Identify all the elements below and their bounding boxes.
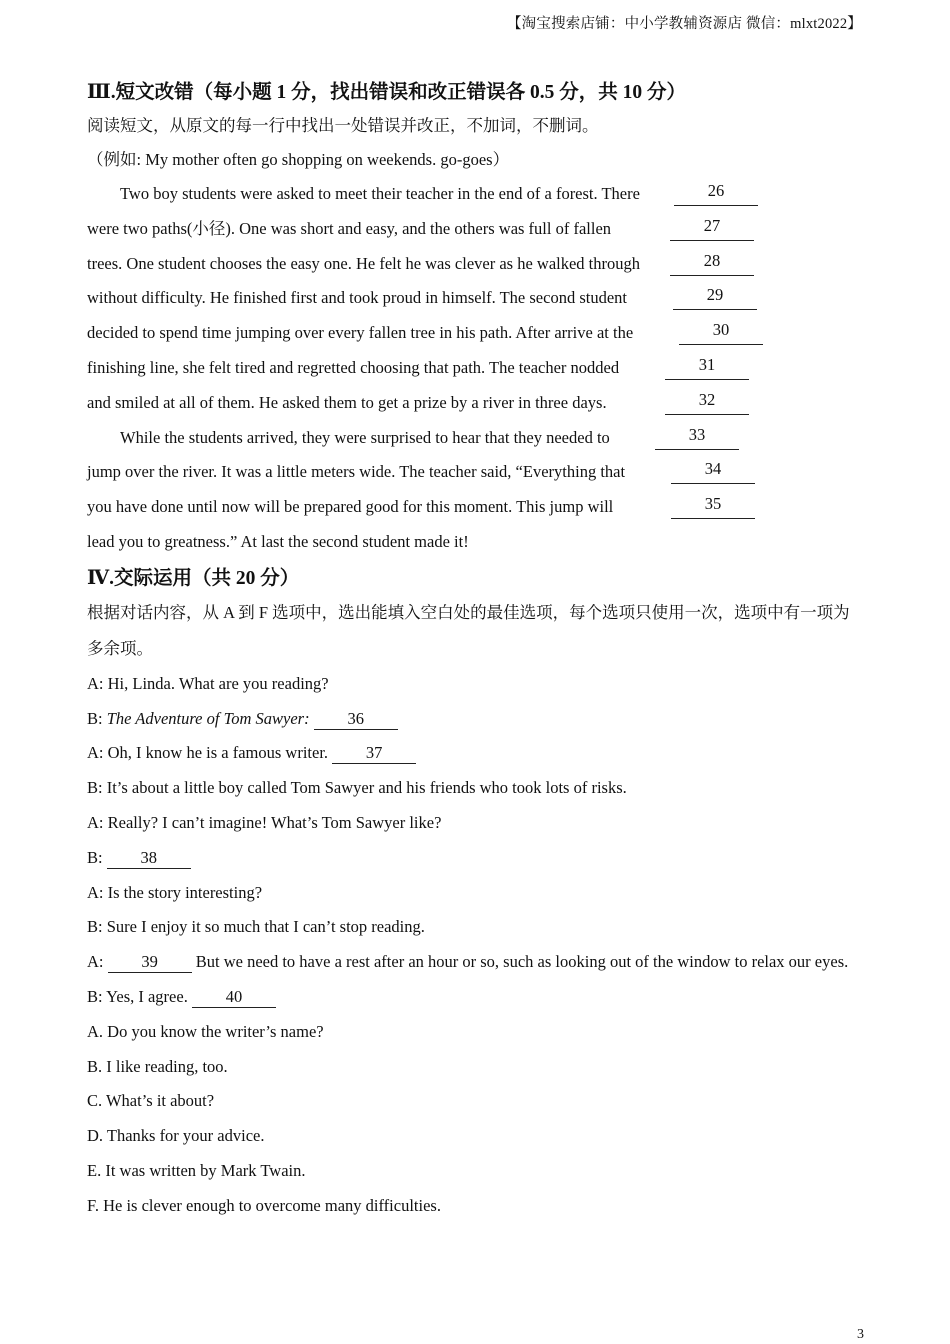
passage-line	[87, 177, 867, 212]
passage-line-text: were two paths(小径). One was short and easy, and the others was full of fallen	[87, 218, 612, 238]
option-b: B. I like reading, too.	[87, 1056, 228, 1076]
passage-line	[87, 421, 867, 456]
option-e: E. It was written by Mark Twain.	[87, 1160, 306, 1180]
answer-blank-30[interactable]: 30	[679, 316, 763, 345]
passage-line	[87, 525, 867, 560]
passage-line	[87, 212, 867, 247]
answer-blank-37[interactable]: 37	[332, 743, 416, 764]
answer-blank-36[interactable]: 36	[314, 709, 398, 730]
passage-line	[87, 351, 867, 386]
section4-instruction-line2: 多余项。	[87, 638, 153, 658]
dialogue-line	[87, 702, 867, 737]
book-title: The Adventure of Tom Sawyer:	[106, 708, 310, 728]
passage-line	[87, 455, 867, 490]
answer-blank-31[interactable]: 31	[665, 351, 749, 380]
answer-blank-32[interactable]: 32	[665, 386, 749, 415]
dialogue-line	[87, 736, 867, 771]
passage-line-text: and smiled at all of them. He asked them to get a prize by a river in three days.	[87, 392, 607, 412]
error-correction-passage	[87, 177, 867, 560]
dialogue	[87, 667, 867, 1015]
answer-blank-28[interactable]: 28	[670, 247, 754, 276]
answer-blank-34[interactable]: 34	[671, 455, 755, 484]
answer-blank-27[interactable]: 27	[670, 212, 754, 241]
passage-line-text: While the students arrived, they were surprised to hear that they needed to	[120, 427, 610, 447]
section3-title: Ⅲ.短文改错（每小题 1 分，找出错误和改正错误各 0.5 分，共 10 分）	[87, 82, 686, 103]
passage-line	[87, 316, 867, 351]
passage-line-text: without difficulty. He finished first and took proud in himself. The second student	[87, 288, 627, 308]
passage-line-text: Two boy students were asked to meet their teacher in the end of a forest. There	[120, 184, 640, 203]
dialogue-line	[87, 980, 867, 1015]
answer-blank-39[interactable]: 39	[108, 952, 192, 973]
dialogue-speaker: B:	[87, 708, 107, 728]
dialogue-speaker: B:	[87, 847, 103, 867]
passage-line-text: you have done until now will be prepared good for this moment. This jump will	[87, 497, 614, 517]
passage-line	[87, 281, 867, 316]
dialogue-line: A: Hi, Linda. What are you reading?	[87, 673, 329, 693]
passage-line-text: lead you to greatness.” At last the second student made it!	[87, 531, 469, 551]
section4-instruction	[87, 595, 867, 667]
answer-blank-40[interactable]: 40	[192, 987, 276, 1008]
dialogue-line	[87, 841, 867, 876]
passage-line	[87, 386, 867, 421]
page-content	[87, 76, 867, 1224]
dialogue-line: B: Sure I enjoy it so much that I can’t stop reading.	[87, 917, 425, 937]
passage-line-text: trees. One student chooses the easy one. He felt he was clever as he walked through	[87, 253, 641, 273]
section4-title: Ⅳ.交际运用（共 20 分）	[87, 567, 300, 589]
passage-line-text: jump over the river. It was a little meters wide. The teacher said, “Everything that	[87, 462, 626, 482]
dialogue-line: B: It’s about a little boy called Tom Sawyer and his friends who took lots of risks.	[87, 778, 627, 798]
answer-blank-26[interactable]: 26	[674, 177, 758, 206]
header-note: 【淘宝搜索店铺：中小学教辅资源店 微信：mlxt2022】	[506, 16, 862, 32]
answer-blank-38[interactable]: 38	[107, 848, 191, 869]
page-number: 3	[857, 1327, 864, 1342]
dialogue-line: A: Really? I can’t imagine! What’s Tom Sawyer like?	[87, 812, 442, 832]
passage-line	[87, 247, 867, 282]
answer-blank-35[interactable]: 35	[671, 490, 755, 519]
passage-line-text: decided to spend time jumping over every fallen tree in his path. After arrive at the	[87, 323, 634, 343]
answer-blank-33[interactable]: 33	[655, 421, 739, 450]
option-c: C. What’s it about?	[87, 1091, 215, 1111]
option-f: F. He is clever enough to overcome many difficulties.	[87, 1195, 441, 1215]
section3-example: （例如: My mother often go shopping on weekends. go-goes）	[87, 150, 510, 169]
options-list	[87, 1015, 867, 1224]
option-d: D. Thanks for your advice.	[87, 1126, 265, 1146]
answer-blank-29[interactable]: 29	[673, 281, 757, 310]
dialogue-text: B: Yes, I agree.	[87, 986, 188, 1006]
dialogue-text: But we need to have a rest after an hour or so, such as looking out of the window to relax our eyes.	[195, 952, 849, 972]
passage-line-text: finishing line, she felt tired and regretted choosing that path. The teacher nodded	[87, 357, 620, 377]
dialogue-speaker: A:	[87, 952, 104, 972]
section4-instruction-line1: 根据对话内容，从 A 到 F 选项中，选出能填入空白处的最佳选项，每个选项只使用一次，选项中有一项为	[87, 602, 850, 622]
dialogue-text: A: Oh, I know he is a famous writer.	[87, 743, 329, 763]
section3-instruction: 阅读短文，从原文的每一行中找出一处错误并改正，不加词，不删词。	[87, 116, 599, 135]
dialogue-line: A: Is the story interesting?	[87, 882, 263, 902]
passage-line	[87, 490, 867, 525]
option-a: A. Do you know the writer’s name?	[87, 1021, 324, 1041]
dialogue-line	[87, 945, 867, 980]
